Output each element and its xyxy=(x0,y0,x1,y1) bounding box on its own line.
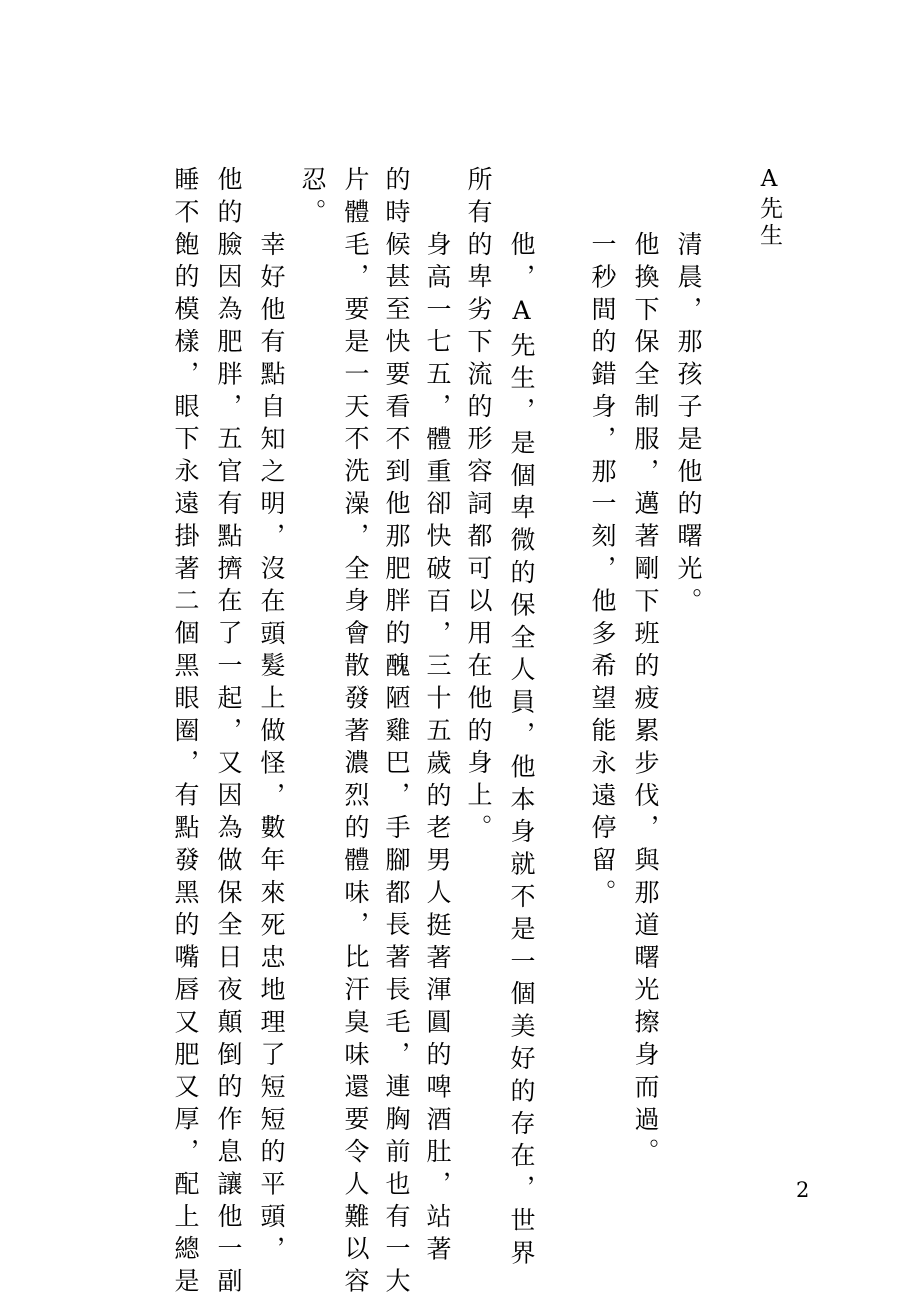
chapter-title: A先生 xyxy=(756,166,782,250)
text-column-8: 片體毛，要是一天不洗澡，全身會散發著濃烈的體味，比汗臭味還要令人難以容 xyxy=(341,166,370,1300)
text-column-10: 幸好他有點自知之明，沒在頭髮上做怪，數年來死忠地理了短短的平頭， xyxy=(257,231,286,1268)
text-column-4: 他，A先生，是個卑微的保全人員，他本身就不是一個美好的存在，世界 xyxy=(507,231,536,1272)
text-column-11: 他的臉因為肥胖，五官有點擠在了一起，又因為做保全日夜顛倒的作息讓他一副 xyxy=(214,166,243,1300)
text-column-7: 的時候甚至快要看不到他那肥胖的醜陋雞巴，手腳都長著長毛，連胸前也有一大 xyxy=(382,166,411,1300)
text-column-9: 忍。 xyxy=(298,166,327,231)
text-column-12: 睡不飽的模樣，眼下永遠掛著二個黑眼圈，有點發黑的嘴唇又肥又厚，配上總是 xyxy=(171,166,200,1300)
text-column-5: 所有的卑劣下流的形容詞都可以用在他的身上。 xyxy=(464,166,493,847)
text-column-3: 一秒間的錯身，那一刻，他多希望能永遠停留。 xyxy=(588,231,617,912)
text-column-6: 身高一七五，體重卻快破百，三十五歲的老男人挺著渾圓的啤酒肚，站著 xyxy=(423,231,452,1268)
page-number: 2 xyxy=(796,1178,810,1202)
text-column-1: 清晨，那孩子是他的曙光。 xyxy=(674,231,703,620)
text-column-2: 他換下保全制服，邁著剛下班的疲累步伐，與那道曙光擦身而過。 xyxy=(631,231,660,1171)
